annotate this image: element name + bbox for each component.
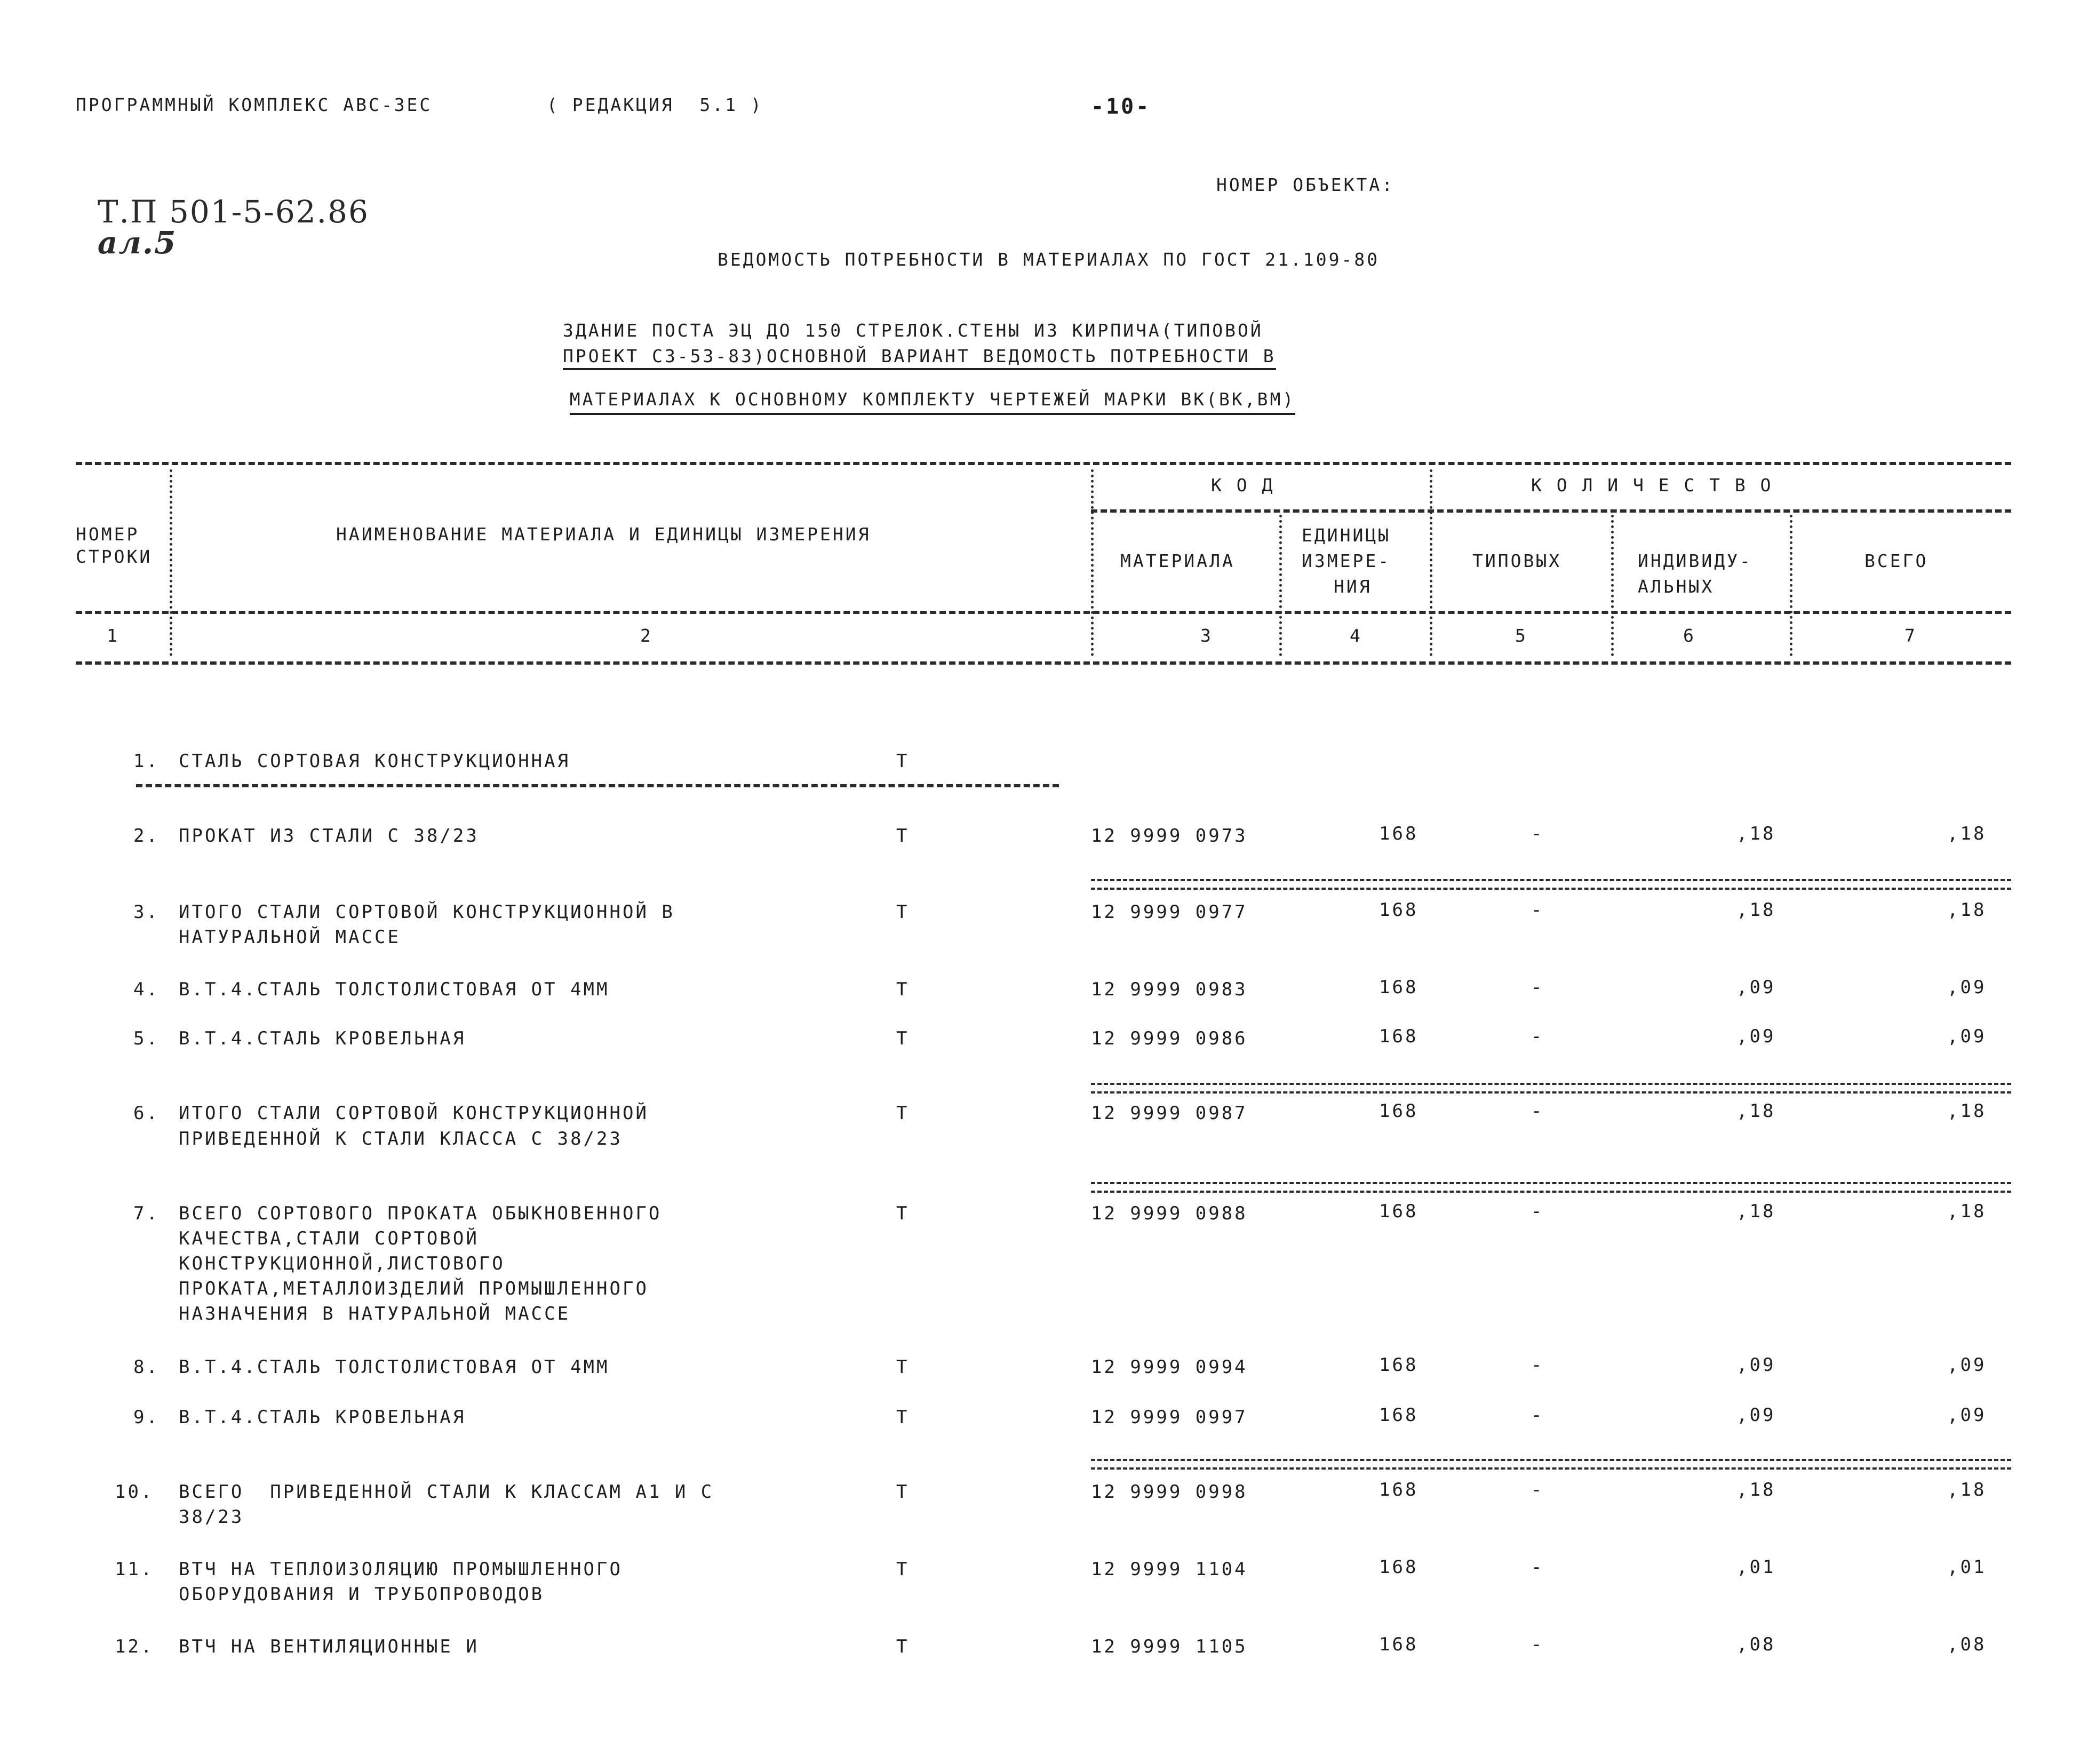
row-number: 7. <box>133 1203 160 1224</box>
row-individual: ,18 <box>1736 899 1776 921</box>
row-number: 4. <box>133 979 160 1000</box>
column-number-7: 7 <box>1904 625 1917 646</box>
header-sep-individual <box>1790 515 1792 656</box>
column-number-1: 1 <box>107 625 119 646</box>
row-total: ,18 <box>1947 899 1987 921</box>
row-material-name: ВТЧ НА ТЕПЛОИЗОЛЯЦИЮ ПРОМЫШЛЕННОГО <box>179 1559 623 1580</box>
column-number-2: 2 <box>640 625 653 646</box>
row-number: 2. <box>133 825 160 847</box>
row-unit-mark: Т <box>896 1103 910 1124</box>
row-material-name-cont: КАЧЕСТВА,СТАЛИ СОРТОВОЙ <box>179 1228 479 1249</box>
row-unit-mark: Т <box>896 1356 910 1378</box>
row-material-name: ИТОГО СТАЛИ СОРТОВОЙ КОНСТРУКЦИОННОЙ <box>179 1103 649 1124</box>
title-line-3-part-b: К ОСНОВНОМУ КОМПЛЕКТУ ЧЕРТЕЖЕЙ <box>697 389 1104 415</box>
header-sep-code <box>1279 515 1282 656</box>
row-unit-mark: Т <box>896 979 910 1000</box>
row-unit-mark: Т <box>896 751 910 772</box>
row-unit-code: 168 <box>1379 899 1418 921</box>
row-material-name-cont: КОНСТРУКЦИОННОЙ,ЛИСТОВОГО <box>179 1253 505 1274</box>
row-material-name: СТАЛЬ СОРТОВАЯ КОНСТРУКЦИОННАЯ <box>179 751 571 772</box>
subtotal-rule <box>1091 1083 2011 1093</box>
title-line-3-part-a: МАТЕРИАЛАХ <box>570 389 697 415</box>
row-unit-mark: Т <box>896 1636 910 1657</box>
row-individual: ,01 <box>1736 1557 1776 1578</box>
row-typical: - <box>1531 1634 1544 1655</box>
row-typical: - <box>1531 977 1544 998</box>
handwritten-ref-sheet: ал.5 <box>97 225 177 261</box>
row-individual: ,18 <box>1736 1201 1776 1222</box>
row-unit-code: 168 <box>1379 1201 1418 1222</box>
row-number: 1. <box>133 751 160 772</box>
header-quantity: К О Л И Ч Е С Т В О <box>1531 475 1773 496</box>
row-material-code: 12 9999 0987 <box>1091 1103 1248 1124</box>
row-unit-code: 168 <box>1379 1404 1418 1426</box>
title-line-3-part-c: МАРКИ ВК(ВК,ВМ) <box>1104 389 1295 415</box>
row-material-name-cont: 38/23 <box>179 1506 244 1528</box>
header-total: ВСЕГО <box>1864 550 1928 571</box>
row-unit-code: 168 <box>1379 977 1418 998</box>
row-individual: ,09 <box>1736 1354 1776 1376</box>
row-unit-code: 168 <box>1379 1354 1418 1376</box>
subtotal-rule <box>1091 1459 2011 1470</box>
row-typical: - <box>1531 1354 1544 1376</box>
row-typical: - <box>1531 823 1544 844</box>
row-material-name-cont: НАЗНАЧЕНИЯ В НАТУРАЛЬНОЙ МАССЕ <box>179 1303 571 1324</box>
header-typical: ТИПОВЫХ <box>1472 550 1562 571</box>
row-material-name-cont: НАТУРАЛЬНОЙ МАССЕ <box>179 927 401 948</box>
row-typical: - <box>1531 1404 1544 1426</box>
section-rule <box>136 784 1059 787</box>
row-total: ,09 <box>1947 1354 1987 1376</box>
header-row-number-2: СТРОКИ <box>76 546 153 567</box>
row-material-name: ВСЕГО СОРТОВОГО ПРОКАТА ОБЫКНОВЕННОГО <box>179 1203 662 1224</box>
row-number: 3. <box>133 901 160 923</box>
header-code-unit-1: ЕДИНИЦЫ <box>1302 525 1391 546</box>
row-individual: ,09 <box>1736 977 1776 998</box>
header-rule-top <box>76 462 2011 465</box>
row-material-name: ИТОГО СТАЛИ СОРТОВОЙ КОНСТРУКЦИОННОЙ В <box>179 901 675 923</box>
row-material-name-cont: ПРИВЕДЕННОЙ К СТАЛИ КЛАССА С 38/23 <box>179 1128 623 1150</box>
row-individual: ,18 <box>1736 1100 1776 1122</box>
row-unit-code: 168 <box>1379 1479 1418 1500</box>
header-individual-1: ИНДИВИДУ- <box>1638 550 1752 571</box>
row-number: 12. <box>115 1636 154 1657</box>
row-individual: ,09 <box>1736 1026 1776 1047</box>
object-number-label: НОМЕР ОБЪЕКТА: <box>1216 174 1395 195</box>
row-unit-code: 168 <box>1379 1100 1418 1122</box>
header-code-material: МАТЕРИАЛА <box>1120 550 1235 571</box>
header-code-unit-2: ИЗМЕРЕ- <box>1302 550 1391 571</box>
title-line-1: ЗДАНИЕ ПОСТА ЭЦ ДО 150 СТРЕЛОК.СТЕНЫ ИЗ КИРПИЧА(ТИПОВОЙ <box>563 320 1263 341</box>
row-total: ,18 <box>1947 823 1987 844</box>
row-material-name: ПРОКАТ ИЗ СТАЛИ С 38/23 <box>179 825 479 847</box>
row-material-code: 12 9999 0998 <box>1091 1481 1248 1503</box>
row-unit-mark: Т <box>896 825 910 847</box>
row-material-name: ВТЧ НА ВЕНТИЛЯЦИОННЫЕ И <box>179 1636 479 1657</box>
row-number: 11. <box>115 1559 154 1580</box>
row-material-code: 12 9999 0997 <box>1091 1407 1248 1428</box>
row-material-name: ВСЕГО ПРИВЕДЕННОЙ СТАЛИ К КЛАССАМ А1 И С <box>179 1481 714 1503</box>
row-total: ,09 <box>1947 977 1987 998</box>
row-unit-mark: Т <box>896 1481 910 1503</box>
row-material-name: В.Т.4.СТАЛЬ ТОЛСТОЛИСТОВАЯ ОТ 4ММ <box>179 979 610 1000</box>
row-unit-mark: Т <box>896 1407 910 1428</box>
row-material-code: 12 9999 0988 <box>1091 1203 1248 1224</box>
row-material-name: В.Т.4.СТАЛЬ ТОЛСТОЛИСТОВАЯ ОТ 4ММ <box>179 1356 610 1378</box>
header-sep-num <box>170 469 172 656</box>
row-material-name: В.Т.4.СТАЛЬ КРОВЕЛЬНАЯ <box>179 1407 466 1428</box>
row-typical: - <box>1531 1026 1544 1047</box>
header-rule-code-sub <box>1091 509 2011 513</box>
handwritten-reference <box>76 165 369 261</box>
header-sep-typical <box>1611 515 1614 656</box>
row-unit-mark: Т <box>896 1559 910 1580</box>
title-line-3 <box>544 373 1295 408</box>
header-sep-unit <box>1430 469 1432 656</box>
row-number: 5. <box>133 1028 160 1049</box>
subtotal-rule <box>1091 1182 2011 1193</box>
row-unit-code: 168 <box>1379 823 1418 844</box>
row-unit-mark: Т <box>896 901 910 923</box>
row-individual: ,18 <box>1736 1479 1776 1500</box>
header-material-name: НАИМЕНОВАНИЕ МАТЕРИАЛА И ЕДИНИЦЫ ИЗМЕРЕНИЯ <box>336 524 871 545</box>
row-individual: ,08 <box>1736 1634 1776 1655</box>
row-total: ,18 <box>1947 1479 1987 1500</box>
row-unit-code: 168 <box>1379 1557 1418 1578</box>
row-total: ,18 <box>1947 1201 1987 1222</box>
row-number: 8. <box>133 1356 160 1378</box>
header-individual-2: АЛЬНЫХ <box>1638 576 1715 597</box>
header-rule-bottom <box>76 661 2011 665</box>
document-title: ВЕДОМОСТЬ ПОТРЕБНОСТИ В МАТЕРИАЛАХ ПО ГОСТ 21.109-80 <box>718 249 1380 270</box>
row-unit-mark: Т <box>896 1028 910 1049</box>
program-name: ПРОГРАММНЫЙ КОМПЛЕКС АВС-ЗЕС <box>76 94 433 115</box>
row-total: ,18 <box>1947 1100 1987 1122</box>
column-number-6: 6 <box>1683 625 1696 646</box>
header-code-unit-3: НИЯ <box>1334 576 1372 597</box>
row-typical: - <box>1531 1100 1544 1122</box>
row-material-code: 12 9999 1105 <box>1091 1636 1248 1657</box>
row-typical: - <box>1531 1557 1544 1578</box>
row-typical: - <box>1531 1201 1544 1222</box>
row-material-name: В.Т.4.СТАЛЬ КРОВЕЛЬНАЯ <box>179 1028 466 1049</box>
header-rule-mid <box>76 611 2011 614</box>
row-unit-mark: Т <box>896 1203 910 1224</box>
edition-label: ( РЕДАКЦИЯ 5.1 ) <box>547 94 763 115</box>
row-individual: ,09 <box>1736 1404 1776 1426</box>
row-material-code: 12 9999 0973 <box>1091 825 1248 847</box>
row-material-code: 12 9999 0977 <box>1091 901 1248 923</box>
header-sep-name <box>1091 469 1094 656</box>
handwritten-ref-project: Т.П 501-5-62.86 <box>97 194 369 230</box>
column-number-3: 3 <box>1200 625 1213 646</box>
row-material-name-cont: ОБОРУДОВАНИЯ И ТРУБОПРОВОДОВ <box>179 1584 545 1605</box>
row-total: ,09 <box>1947 1404 1987 1426</box>
row-material-code: 12 9999 0983 <box>1091 979 1248 1000</box>
title-line-2: ПРОЕКТ С3-53-83)ОСНОВНОЙ ВАРИАНТ ВЕДОМОСТЬ ПОТРЕБНОСТИ В <box>563 347 1276 370</box>
row-unit-code: 168 <box>1379 1026 1418 1047</box>
row-number: 6. <box>133 1103 160 1124</box>
row-material-code: 12 9999 0986 <box>1091 1028 1248 1049</box>
row-unit-code: 168 <box>1379 1634 1418 1655</box>
subtotal-rule <box>1091 879 2011 890</box>
row-material-name-cont: ПРОКАТА,МЕТАЛЛОИЗДЕЛИЙ ПРОМЫШЛЕННОГО <box>179 1278 649 1299</box>
row-total: ,01 <box>1947 1557 1987 1578</box>
row-material-code: 12 9999 0994 <box>1091 1356 1248 1378</box>
row-total: ,08 <box>1947 1634 1987 1655</box>
row-total: ,09 <box>1947 1026 1987 1047</box>
row-number: 9. <box>133 1407 160 1428</box>
row-material-code: 12 9999 1104 <box>1091 1559 1248 1580</box>
page-number: -10- <box>1091 94 1151 119</box>
column-number-4: 4 <box>1350 625 1362 646</box>
row-typical: - <box>1531 899 1544 921</box>
column-number-5: 5 <box>1515 625 1528 646</box>
header-row-number-1: НОМЕР <box>76 524 140 545</box>
row-number: 10. <box>115 1481 154 1503</box>
row-individual: ,18 <box>1736 823 1776 844</box>
header-code: К О Д <box>1211 475 1275 496</box>
row-typical: - <box>1531 1479 1544 1500</box>
